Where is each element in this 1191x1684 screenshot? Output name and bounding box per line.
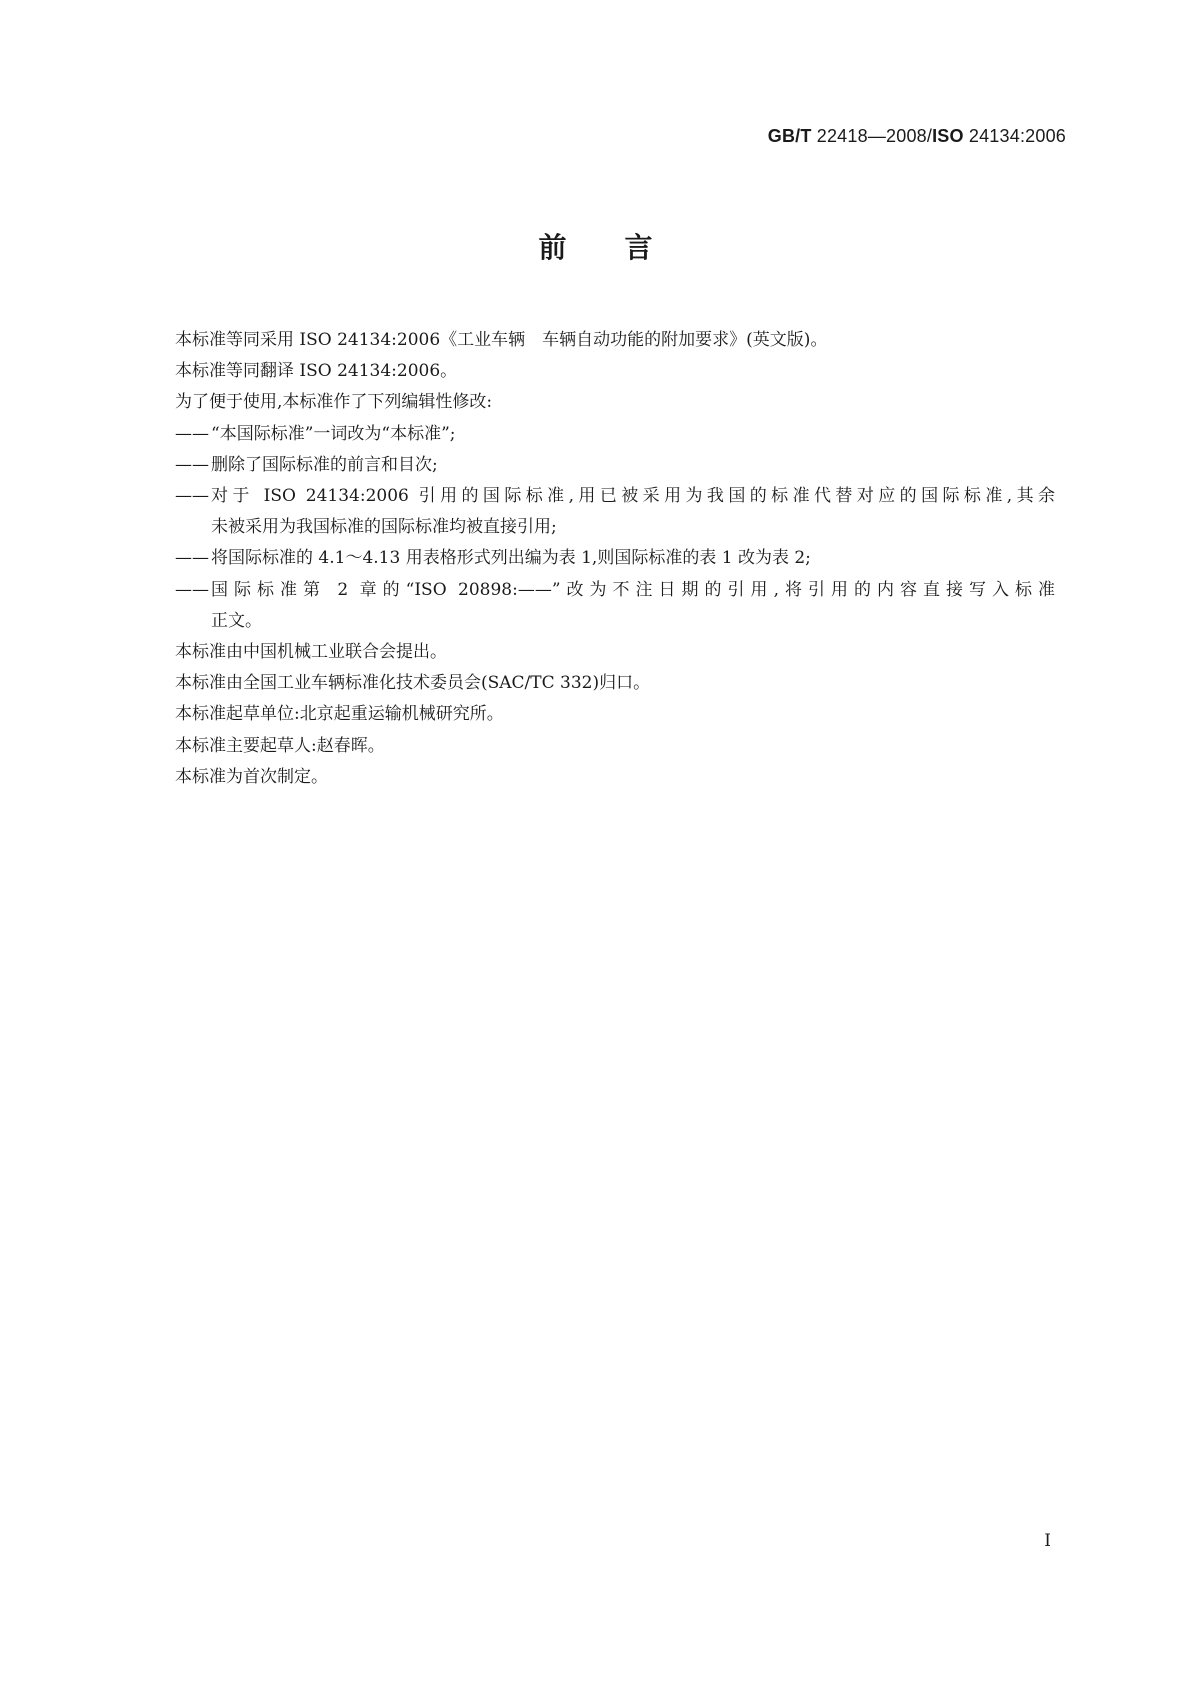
paragraph-proposer: 本标准由中国机械工业联合会提出。 (175, 642, 447, 663)
foreword-body (175, 325, 1055, 793)
iso-number: 24134:2006 (968, 126, 1066, 146)
edit-item-text: 将国际标准的 4.1～4.13 用表格形式列出编为表 1,则国际标准的表 1 改为表 2; (211, 548, 811, 569)
edit-item (175, 481, 1055, 543)
paragraph-drafter: 本标准主要起草人:赵春晖。 (175, 735, 385, 756)
edit-item (175, 543, 1055, 574)
paragraph-drafting-unit: 本标准起草单位:北京起重运输机械研究所。 (175, 704, 504, 725)
standard-number-header (768, 126, 1066, 147)
edit-item-text: 对于 ISO 24134:2006 引用的国际标准,用已被采用为我国的标准代替对应的国际标准,其余 (211, 486, 1055, 507)
edit-item-text: 国际标准第 2 章的“ISO 20898:——”改为不注日期的引用,将引用的内容直接写入标准 (211, 579, 1055, 600)
page-title: 前言 (538, 231, 711, 264)
edit-item-text: “本国际标准”一词改为“本标准”; (211, 423, 456, 444)
em-dash: —— (175, 423, 209, 444)
paragraph-adoption: 本标准等同采用 ISO 24134:2006《工业车辆 车辆自动功能的附加要求》(英文版)。 (175, 330, 828, 350)
edit-item-text: 删除了国际标准的前言和目次; (211, 454, 438, 475)
gb-prefix: GB/T (767, 126, 812, 146)
iso-prefix: ISO (932, 126, 964, 146)
paragraph-translation: 本标准等同翻译 ISO 24134:2006。 (175, 361, 458, 382)
edit-item-text-continued: 未被采用为我国标准的国际标准均被直接引用; (211, 517, 557, 538)
edit-item-text-continued: 正文。 (211, 610, 262, 631)
edit-item (175, 419, 1055, 450)
em-dash: —— (175, 486, 209, 507)
em-dash: —— (175, 548, 209, 569)
em-dash: —— (175, 579, 209, 600)
edit-item (175, 450, 1055, 481)
edit-item (175, 575, 1055, 637)
paragraph-first-edition: 本标准为首次制定。 (175, 766, 328, 787)
paragraph-edits-intro: 为了便于使用,本标准作了下列编辑性修改: (175, 392, 493, 413)
gb-number: 22418—2008/ (816, 126, 933, 146)
page-number: I (1044, 1531, 1051, 1551)
paragraph-centralized: 本标准由全国工业车辆标准化技术委员会(SAC/TC 332)归口。 (175, 673, 651, 694)
em-dash: —— (175, 454, 209, 475)
